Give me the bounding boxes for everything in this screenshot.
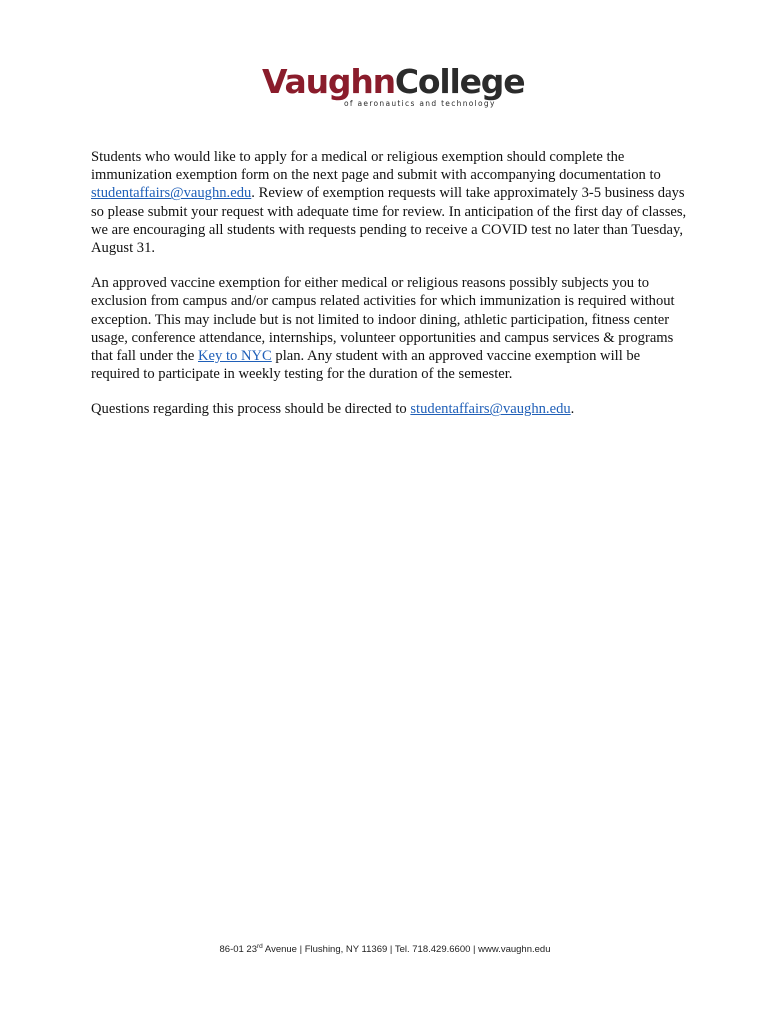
- paragraph-exemption-request: [91, 148, 691, 257]
- key-to-nyc-link[interactable]: Key to NYC: [197, 348, 272, 365]
- student-affairs-email-link[interactable]: studentaffairs@vaughn.edu: [91, 185, 252, 202]
- paragraph-3-text-end: .: [570, 401, 575, 418]
- document-body: [91, 148, 691, 436]
- footer-address-number: 86-01 23: [219, 944, 258, 955]
- paragraph-1-text-start: Students who would like to apply for a medical or religious exemption should complete the immunization exemption form on the next page and submit with accompanying documentation to: [91, 149, 661, 184]
- paragraph-2-text-start: An approved vaccine exemption for either medical or religious reasons possibly subjects you to exclusion from campus and/or campus related activities for which immunization is required without exception. This may include but is not limited to indoor dining, athletic participation, fitness center usage, conference attendance, internships, volunteer opportunities and campus services & programs that fall under the: [91, 275, 675, 365]
- paragraph-questions: [91, 400, 691, 418]
- footer-address-suffix: rd: [257, 943, 263, 950]
- footer-address: [0, 944, 770, 955]
- paragraph-3-text-start: Questions regarding this process should be directed to: [91, 401, 411, 418]
- logo-wordmark: [262, 62, 524, 102]
- footer-address-details: Avenue | Flushing, NY 11369 | Tel. 718.429.6600 | www.vaughn.edu: [262, 944, 551, 955]
- logo-tagline: of aeronautics and technology: [344, 99, 496, 108]
- paragraph-1-text-end: . Review of exemption requests will take approximately 3-5 business days so please submit your request with adequate time for review. In anticipation of the first day of classes, we are encouraging all students with requests pending to receive a COVID test no later than Tuesday, August 31.: [91, 185, 687, 257]
- logo-name-vaughn: Vaughn: [262, 62, 395, 101]
- paragraph-2-text-end: plan. Any student with an approved vaccine exemption will be required to participate in weekly testing for the duration of the semester.: [91, 348, 641, 383]
- logo-name-college: College: [394, 62, 525, 101]
- questions-email-link[interactable]: studentaffairs@vaughn.edu: [410, 401, 571, 418]
- paragraph-exemption-consequences: [91, 274, 691, 383]
- college-logo: [262, 62, 525, 112]
